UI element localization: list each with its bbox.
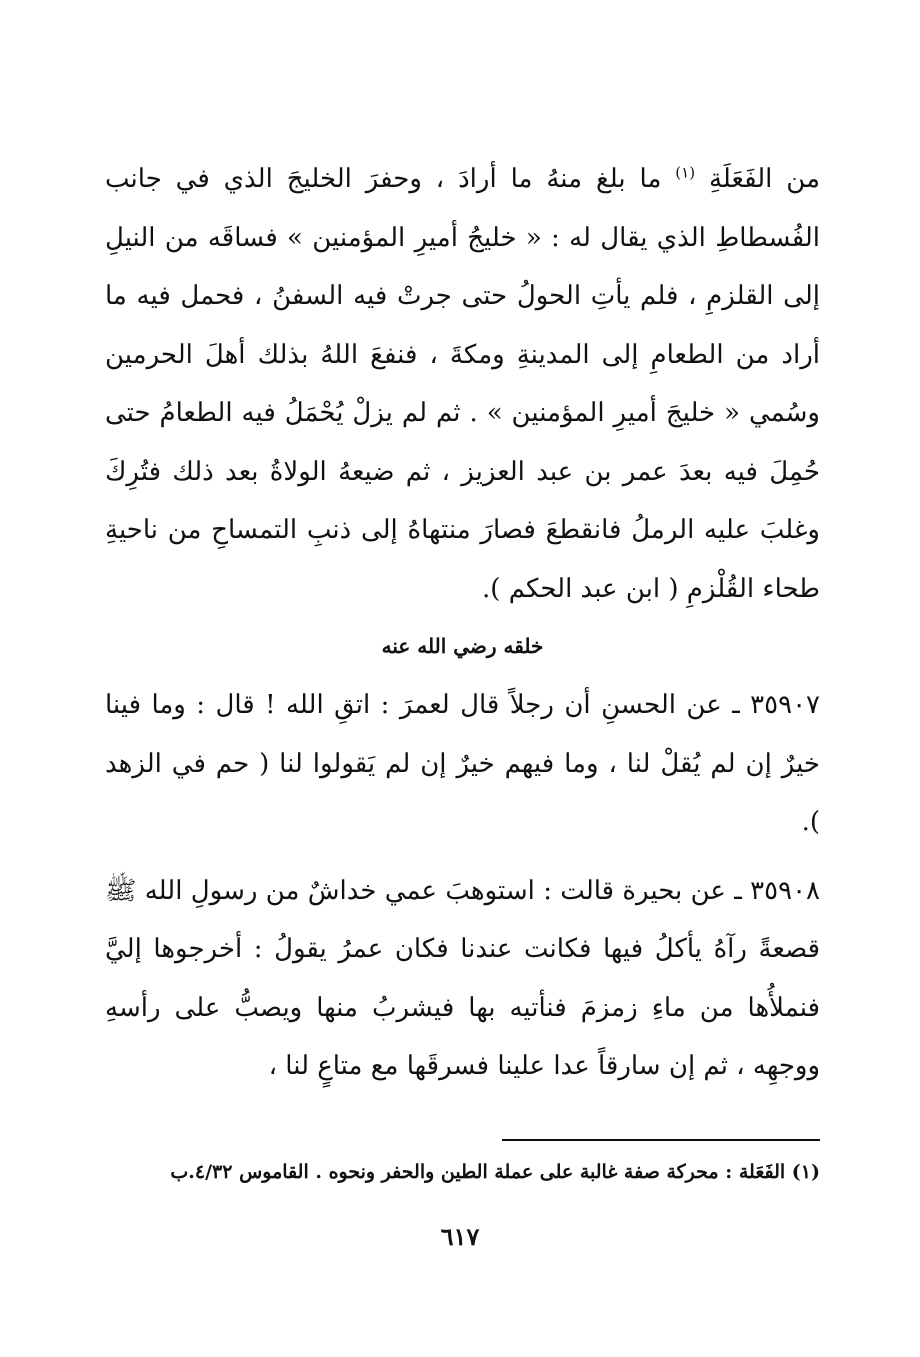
section-title: خلقه رضي الله عنه	[381, 634, 544, 658]
footnote-divider	[502, 1139, 820, 1141]
hadith-35907: ٣٥٩٠٧ ـ عن الحسنِ أن رجلاً قال لعمرَ : اتقِ الله ! قال : وما فينا خيرٌ إن لم يُقلْ لنا ، وما فيهم خيرٌ إن لم يَقولوا لنا ( حم في الزهد ).	[105, 690, 820, 837]
paragraph-text-before-reference: من الفَعَلَةِ	[708, 164, 820, 194]
hadith-35908: ٣٥٩٠٨ ـ عن بحيرة قالت : استوهبَ عمي خداشٌ من رسولِ الله ﷺ قصعةً رآهُ يأكلُ فيها فكانت عندنا فكان عمرُ يقولُ : أخرجوها إليَّ فنملأُها من ماءِ زمزمَ فنأتيه بها فيشربُ منها ويصبُّ على رأسهِ ووجهِه ، ثم إن سارقاً عدا علينا فسرقَها مع متاعٍ لنا ،	[105, 875, 820, 1081]
footnote: (١) الفَعَلة : محركة صفة غالبة على عملة الطين والحفر ونحوه . القاموس ٤/٣٢.ب	[170, 1161, 820, 1183]
opening-paragraph	[105, 150, 820, 618]
paragraph-text: ما بلغ منهُ ما أرادَ ، وحفرَ الخليجَ الذي في جانب الفُسطاطِ الذي يقال له : « خليجُ أميرِ المؤمنين » فساقَه من النيلِ إلى القلزمِ ، فلم يأتِ الحولُ حتى جرتْ فيه السفنُ ، فحمل فيه ما أراد من الطعامِ إلى المدينةِ ومكةَ ، فنفعَ اللهُ بذلك أهلَ الحرمين وسُمي « خليجَ أميرِ المؤمنين » . ثم لم يزلْ يُحْمَلُ فيه الطعامُ حتى حُمِلَ فيه بعدَ عمر بن عبد العزيز ، ثم ضيعهُ الولاةُ بعد ذلك فتُرِكَ وغلبَ عليه الرملُ فانقطعَ فصارَ منتهاهُ إلى ذنبِ التمساحِ من ناحيةِ طحاء القُلْزمِ ( ابن عبد الحكم ).	[105, 164, 820, 604]
page-number: ٦١٧	[440, 1222, 480, 1251]
footnote-reference: (١)	[675, 163, 696, 182]
page-body	[105, 150, 820, 1106]
